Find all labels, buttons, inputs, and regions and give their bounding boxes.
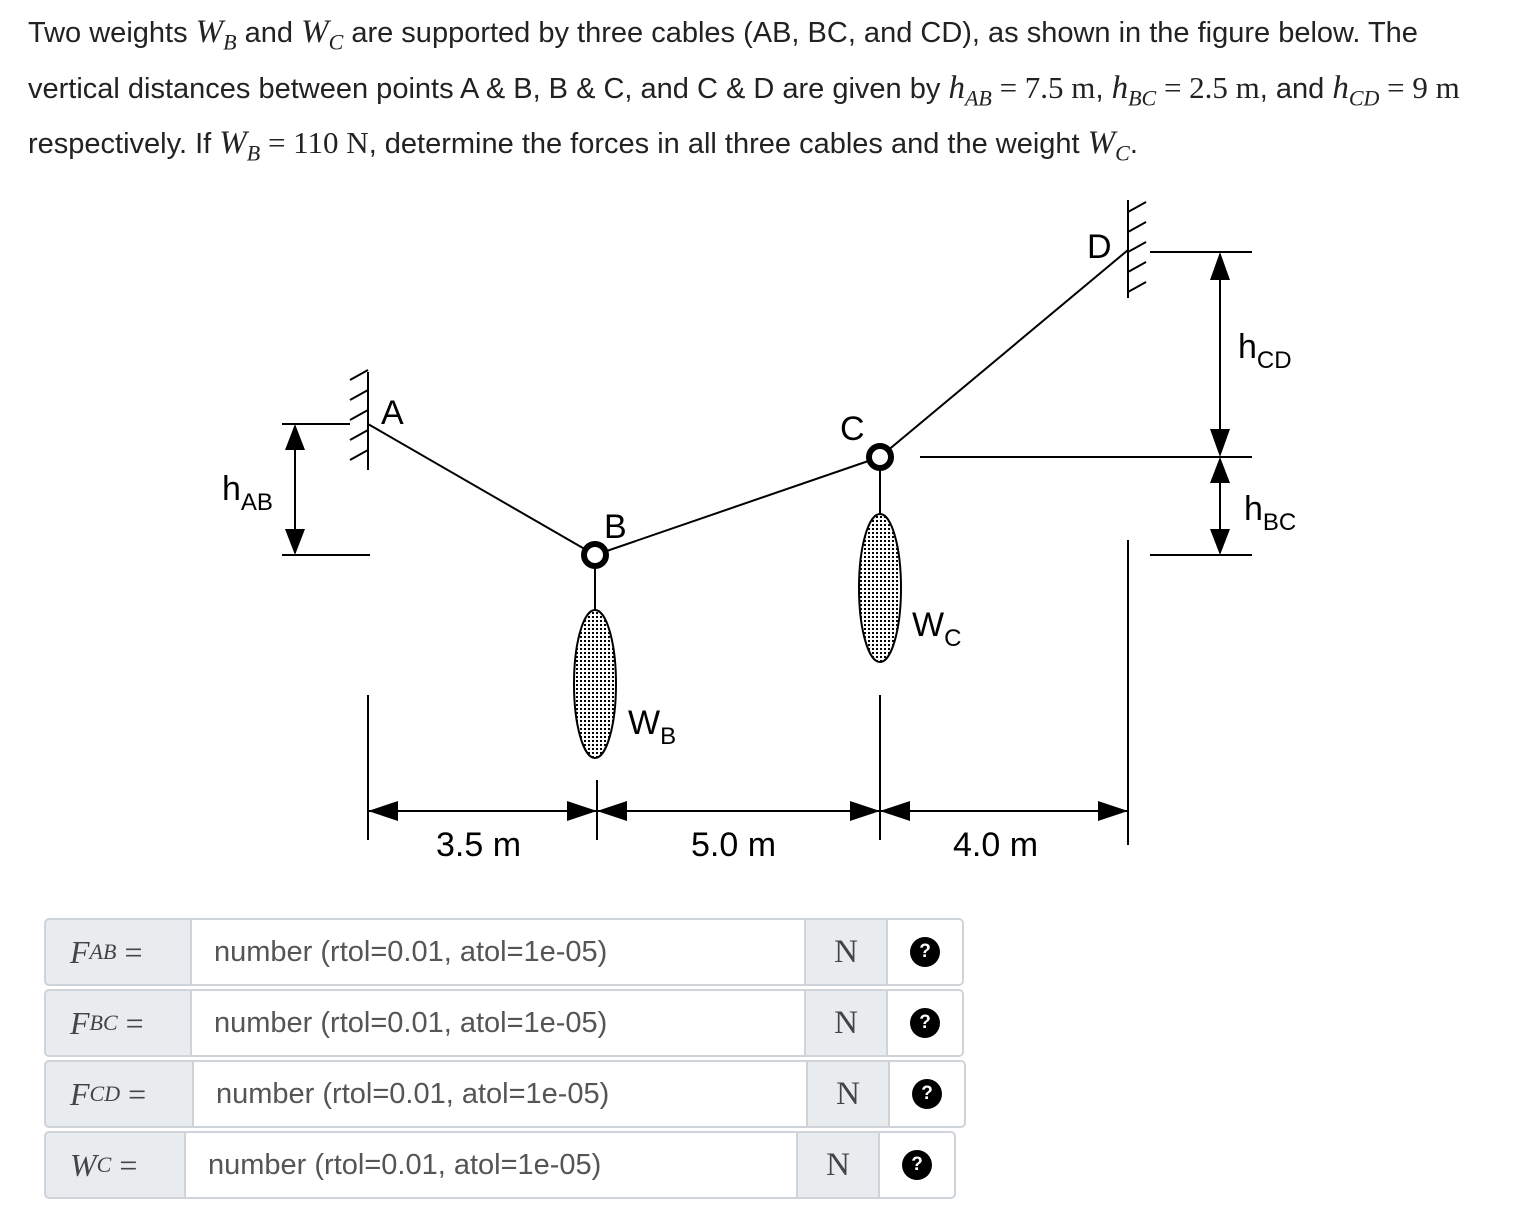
label-hCD: $h_{CD}$	[1238, 328, 1292, 374]
support-A-wall	[350, 370, 368, 470]
help-icon[interactable]: ?	[902, 1150, 932, 1180]
math-hBC: $h_{BC}$	[1111, 69, 1157, 111]
label-hBC: $h_{BC}$	[1244, 490, 1297, 536]
answer-label-WC: W C =	[44, 1131, 186, 1199]
support-D-wall	[1128, 200, 1146, 298]
answer-label-FCD: F CD =	[44, 1060, 194, 1128]
joint-B	[584, 544, 606, 566]
text: Two weights	[28, 17, 196, 49]
label-dim-3.5: 3.5 m	[436, 826, 522, 864]
help-button-FCD[interactable]	[890, 1060, 966, 1128]
label-B: B	[604, 508, 627, 546]
unit-FBC: N	[804, 989, 888, 1057]
dim-horizontal	[368, 540, 1128, 845]
answer-input-FBC[interactable]	[192, 989, 804, 1057]
help-icon[interactable]: ?	[910, 937, 940, 967]
weight-B-shape	[574, 610, 616, 758]
answer-row-FCD	[44, 1060, 966, 1128]
answer-input-FCD[interactable]	[194, 1060, 806, 1128]
problem-statement: Two weights $W_B$ and $W_C$ are supported by three cables (AB, BC, and CD), as shown in the figure below. The vertical distances between points A & B, B & C, and C & D are given by $h_{AB} = 7.5$ m, $h_{BC} = 2.5$ m, and $h_{CD} = 9$ m respectively. If $W_B = 110$ N, determine the forces in all three cables and the weight $W_C$.	[28, 14, 1460, 166]
help-icon[interactable]: ?	[912, 1079, 942, 1109]
label-A: A	[381, 394, 404, 432]
label-hAB: $h_{AB}$	[222, 470, 273, 516]
math-hCD: $h_{CD}$	[1332, 69, 1380, 111]
dim-hCD-hBC	[920, 252, 1252, 555]
joint-C	[869, 446, 891, 468]
cable-AB	[368, 424, 595, 555]
label-D: D	[1087, 228, 1112, 266]
help-button-FBC[interactable]	[888, 989, 964, 1057]
math-WB-given: $W_B$	[219, 125, 261, 166]
label-WB: $W_B$	[628, 704, 677, 750]
answer-input-WC[interactable]	[186, 1131, 796, 1199]
weight-C-shape	[859, 514, 901, 662]
help-icon[interactable]: ?	[910, 1008, 940, 1038]
math-WB: $W_B$	[195, 14, 237, 55]
dim-hAB	[282, 424, 370, 555]
answer-label-FAB: F AB =	[44, 918, 192, 986]
cable-BC	[595, 457, 880, 555]
math-WC: $W_C$	[301, 14, 344, 55]
label-WC: $W_C$	[912, 606, 962, 652]
answer-row-FBC	[44, 989, 964, 1057]
math-hAB: $h_{AB}$	[948, 69, 992, 111]
unit-WC: N	[796, 1131, 880, 1199]
answer-row-WC	[44, 1131, 956, 1199]
unit-FCD: N	[806, 1060, 890, 1128]
label-dim-5.0: 5.0 m	[691, 826, 777, 864]
help-button-WC[interactable]	[880, 1131, 956, 1199]
label-dim-4.0: 4.0 m	[953, 826, 1039, 864]
help-button-FAB[interactable]	[888, 918, 964, 986]
math-WC-unknown: $W_C$	[1087, 125, 1130, 166]
unit-FAB: N	[804, 918, 888, 986]
cable-CD	[880, 250, 1128, 457]
answer-input-FAB[interactable]	[192, 918, 804, 986]
label-C: C	[840, 410, 865, 448]
answer-row-FAB	[44, 918, 964, 986]
answer-label-FBC: F BC =	[44, 989, 192, 1057]
